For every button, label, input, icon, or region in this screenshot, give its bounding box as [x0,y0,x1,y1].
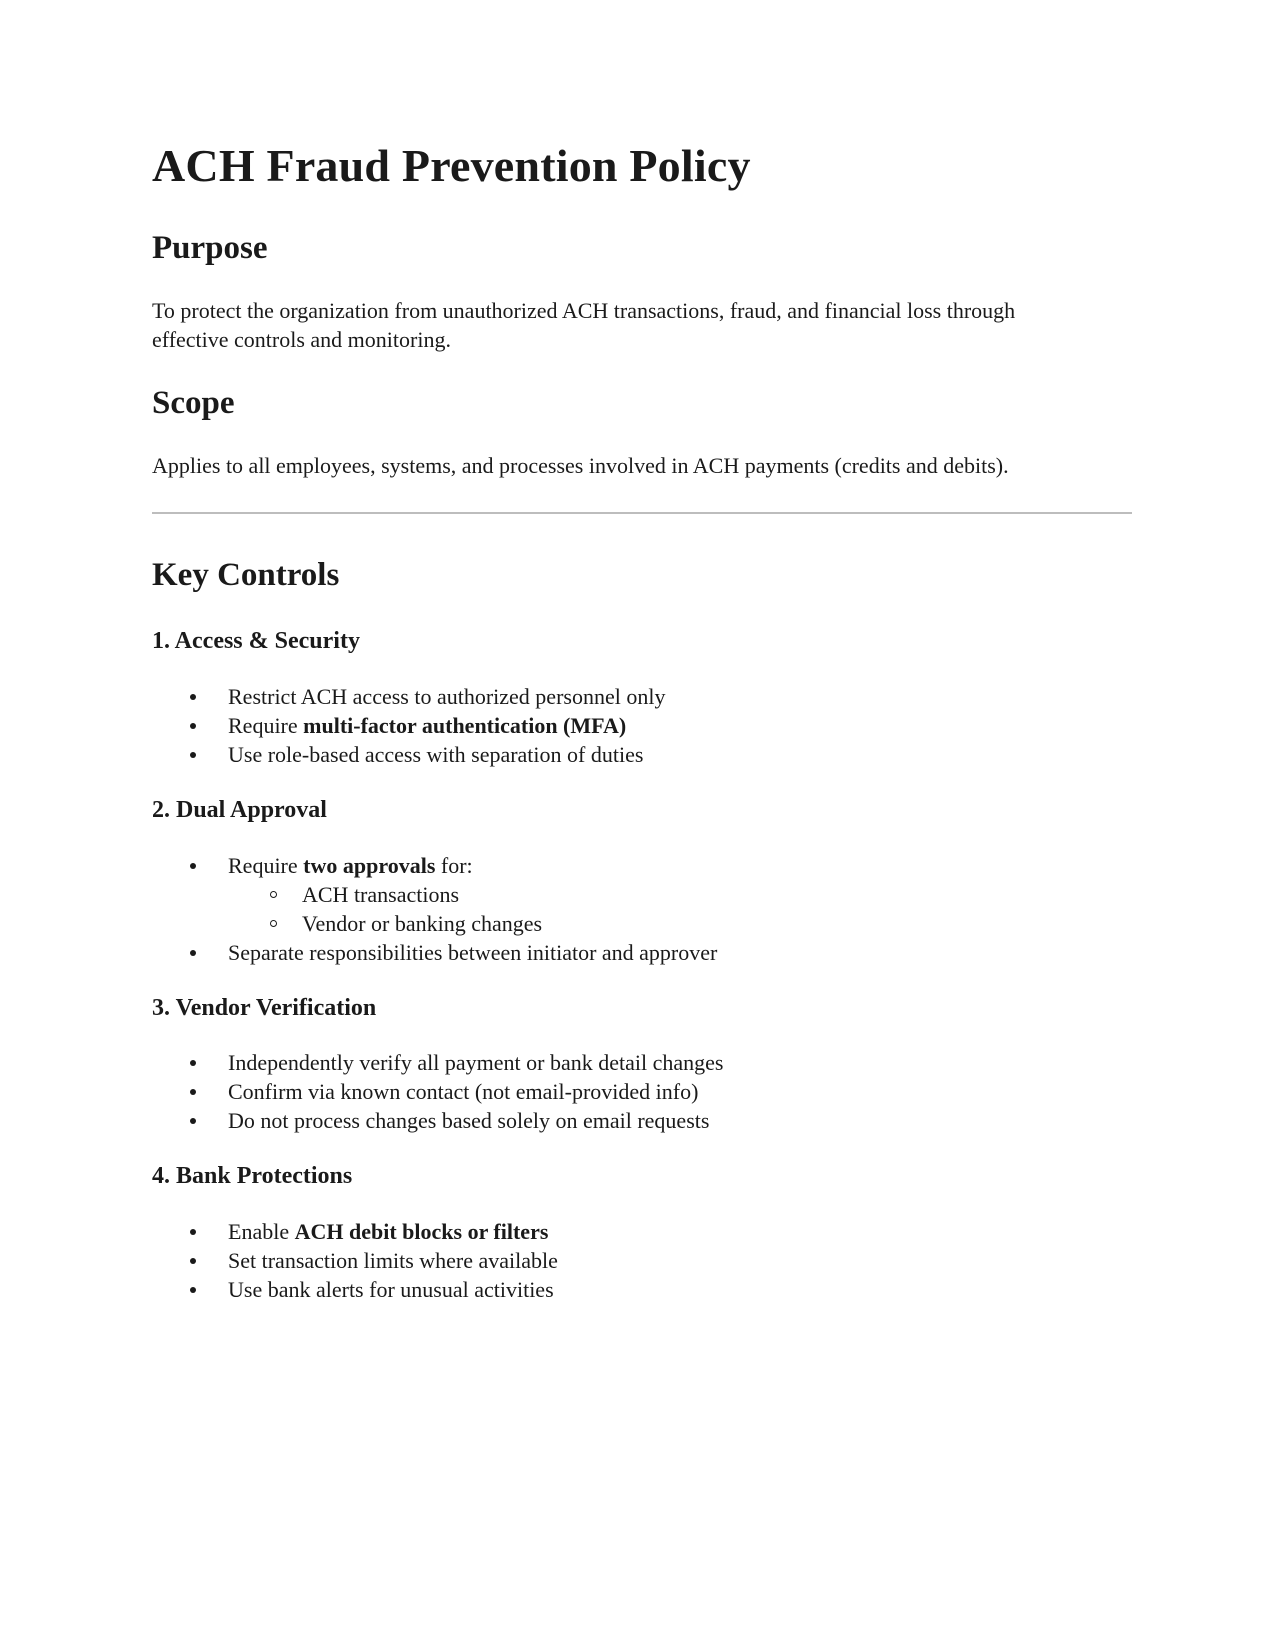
section-title-bank-protections: 4. Bank Protections [152,1163,353,1190]
access-security-list [152,682,1132,769]
list-item: Restrict ACH access to authorized personnel only [228,682,1132,711]
list-item: Enable ACH debit blocks or filters [228,1217,1132,1246]
scope-heading: Scope [152,384,235,421]
bullet-icon [190,723,196,729]
bullet-icon [190,1258,196,1264]
bullet-icon [190,1060,196,1066]
section-title-vendor-verification: 3. Vendor Verification [152,994,377,1021]
purpose-heading: Purpose [152,230,268,267]
key-controls-heading: Key Controls [152,557,340,594]
bullet-icon [190,752,196,758]
sub-list-item: ACH transactions [302,880,1132,909]
bullet-icon [190,1089,196,1095]
list-item: Separate responsibilities between initiator and approver [228,938,1132,967]
sub-list-item: Vendor or banking changes [302,909,1132,938]
bullet-icon [190,1118,196,1124]
list-item: Require multi-factor authentication (MFA) [228,711,1132,740]
list-item: Use bank alerts for unusual activities [228,1275,1132,1304]
purpose-text: To protect the organization from unauthorized ACH transactions, fraud, and financial loss through effective controls and monitoring. [152,297,1016,352]
document-content [152,138,1132,1304]
list-item: Confirm via known contact (not email-provided info) [228,1077,1132,1106]
bullet-icon [190,950,196,956]
bank-protections-list [152,1217,1132,1304]
dual-approval-list [152,851,1132,967]
horizontal-divider [152,512,1132,514]
hollow-bullet-icon [270,920,277,927]
bullet-icon [190,1229,196,1235]
list-item: Independently verify all payment or bank detail changes [228,1048,1132,1077]
vendor-verification-list [152,1048,1132,1135]
bullet-icon [190,694,196,700]
list-item: Set transaction limits where available [228,1246,1132,1275]
list-item: Require two approvals for: ACH transactions Vendor or banking changes [228,851,1132,938]
list-item: Use role-based access with separation of duties [228,740,1132,769]
dual-approval-sublist [228,880,1132,938]
bullet-icon [190,863,196,869]
document-title: ACH Fraud Prevention Policy [152,140,751,191]
section-title-dual-approval: 2. Dual Approval [152,796,327,823]
bullet-icon [190,1287,196,1293]
scope-text: Applies to all employees, systems, and processes involved in ACH payments (credits and debits). [152,453,1009,479]
hollow-bullet-icon [270,891,277,898]
list-item: Do not process changes based solely on email requests [228,1106,1132,1135]
section-title-access-security: 1. Access & Security [152,627,360,654]
